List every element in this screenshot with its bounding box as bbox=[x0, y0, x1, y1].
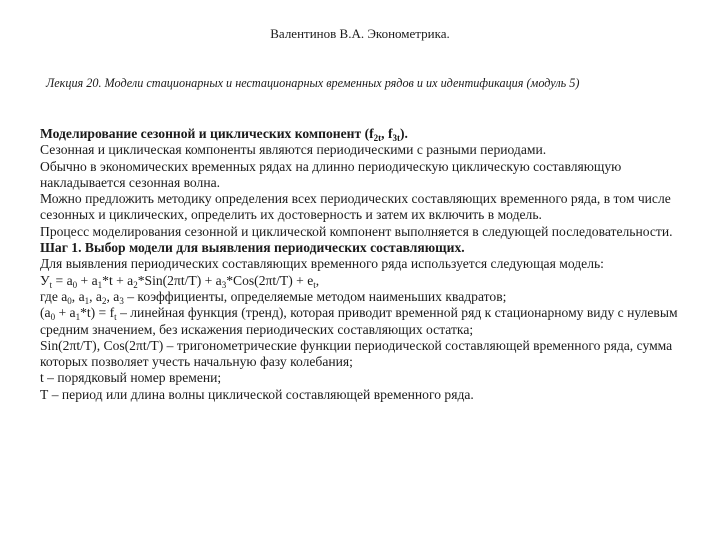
trend-definition: $(a_0 + a_1*t) = f_t$ – линейная функция (тренд), которая приводит временной ряд к стационарному виду с нулевым средним значением, без искажения периодических составляющих остатка; bbox=[40, 305, 678, 337]
paragraph: Для выявления периодических составляющих временного ряда используется следующая модель: bbox=[40, 256, 604, 272]
trig-definition: Sin(2πt/T), Cos(2πt/T) – тригонометрические функции периодической составляющей временного ряда, сумма которых позволяет учесть начальную фазу колебания; bbox=[40, 337, 673, 370]
page-header-title: Валентинов В.А. Эконометрика. bbox=[270, 26, 450, 41]
paragraph: Обычно в экономических временных рядах на длинно периодическую циклическую составляющую накладывается сезонная волна. bbox=[40, 158, 622, 190]
paragraph: Можно предложить методику определения всех периодических составляющих временного ряда, в том числе сезонных и циклических, определить их достоверность и затем их включить в модель. bbox=[40, 191, 671, 223]
paragraph: Сезонная и циклическая компоненты являются периодическими с разными периодами. bbox=[40, 142, 547, 158]
lecture-subtitle: Лекция 20. Модели стационарных и нестационарных временных рядов и их идентификация (модуль 5) bbox=[46, 76, 580, 90]
model-formula: $У_t = a_0 + a_1*t + a_2*Sin(2\pi t/T) + a_3*Cos(2\pi t/T) + e_t$, bbox=[40, 272, 320, 290]
paragraph: Процесс моделирования сезонной и циклической компонент выполняется в следующей последовательности. bbox=[40, 223, 673, 239]
step-heading: Шаг 1. Выбор модели для выявления периодических составляющих. bbox=[40, 240, 465, 256]
coefficients-definition: где $a_0$, $a_1$, $a_2$, $a_3$ – коэффициенты, определяемые методом наименьших квадратов; bbox=[40, 288, 507, 306]
section-heading: Моделирование сезонной и циклических компонент ($f_{2t}$, $f_{3t}$). bbox=[40, 126, 408, 143]
t-definition: t – порядковый номер времени; bbox=[40, 370, 222, 386]
period-definition: Т – период или длина волны циклической составляющей временного ряда. bbox=[40, 386, 474, 402]
document-body bbox=[40, 126, 680, 403]
